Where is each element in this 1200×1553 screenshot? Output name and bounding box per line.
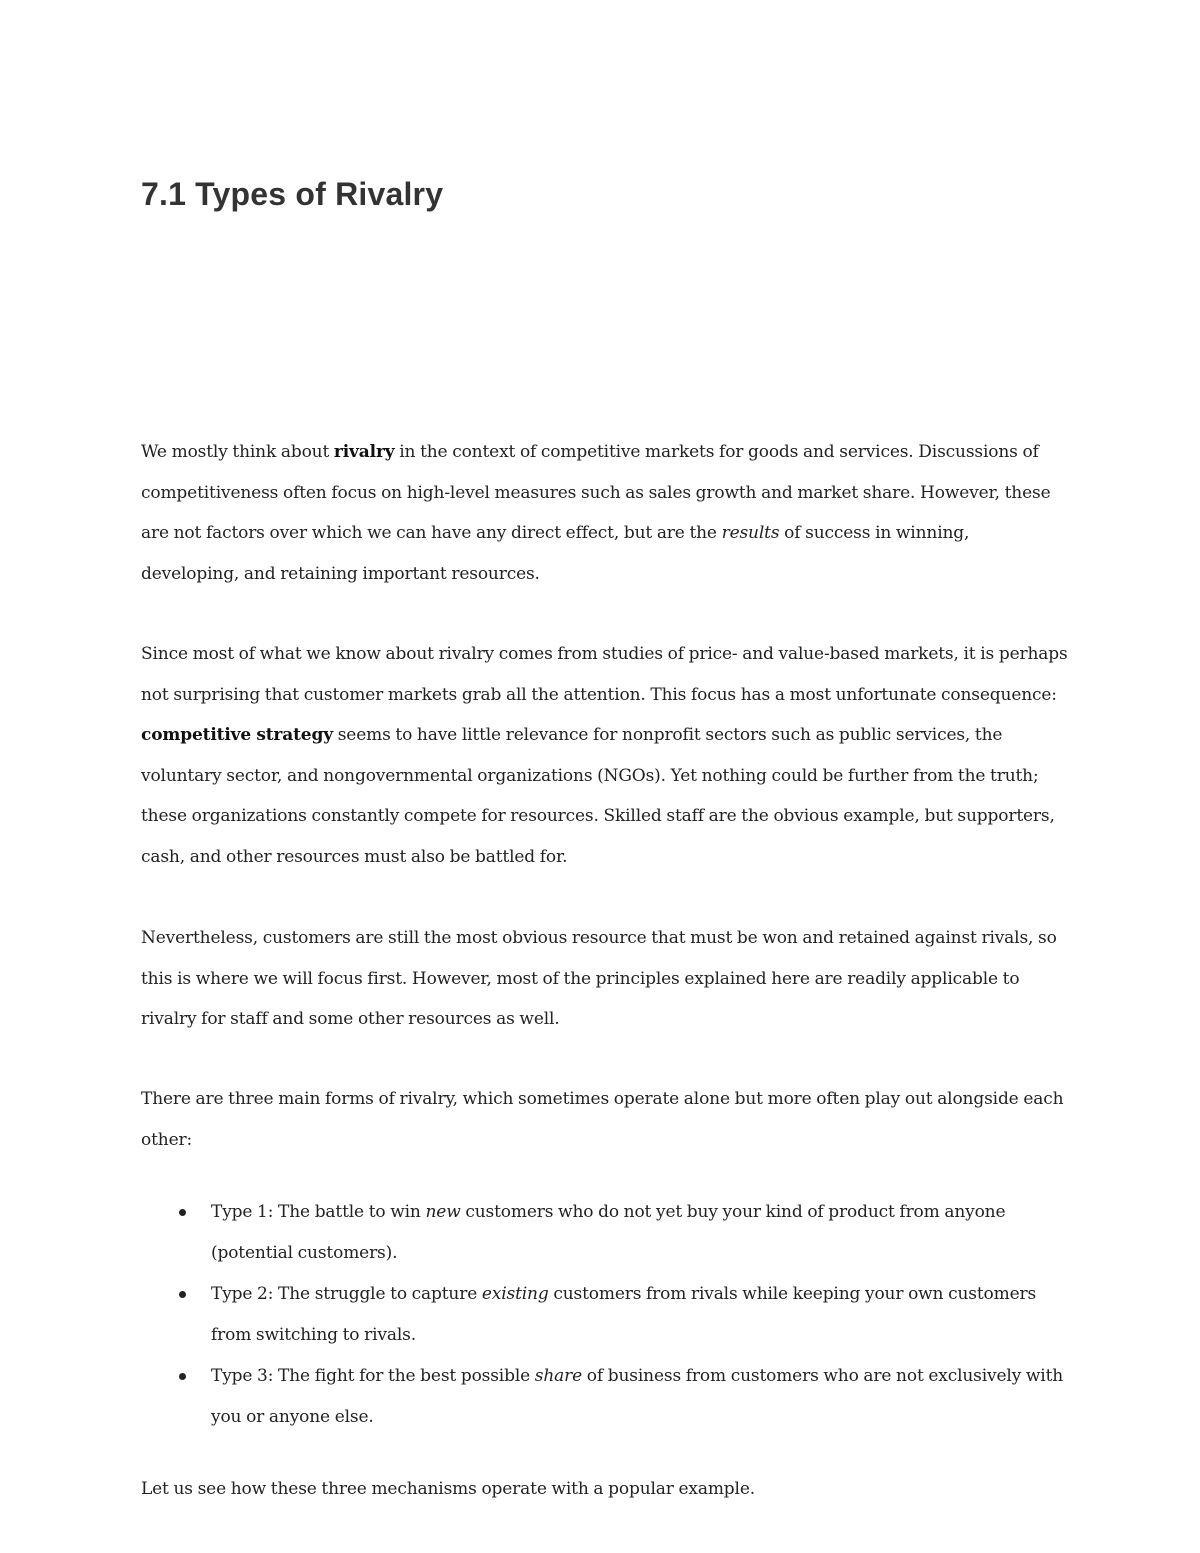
paragraph-customers-focus: Nevertheless, customers are still the most obvious resource that must be won and retained against rivals, so this is where we will focus first. However, most of the principles explained here are readily applicable to rivalry for staff and some other resources as well.	[141, 928, 1057, 1029]
paragraph-three-forms: There are three main forms of rivalry, which sometimes operate alone but more often play out alongside each other:	[141, 1089, 1064, 1150]
list-item-text: of business from customers who are not exclusively with you or anyone else.	[211, 1366, 1064, 1427]
bold-term-rivalry: rivalry	[333, 442, 395, 462]
paragraph-rivalry-intro	[141, 432, 1071, 594]
rivalry-types-list	[141, 1192, 1071, 1438]
paragraph-text: Since most of what we know about rivalry comes from studies of price- and value-based markets, it is perhaps not surprising that customer markets grab all the attention. This focus has a most unfortunate consequence:	[141, 644, 1068, 705]
list-item-text: customers from rivals while keeping your own customers from switching to rivals.	[211, 1284, 1037, 1345]
paragraph-text: in the context of competitive markets for goods and services. Discussions of competitiveness often focus on high-level measures such as sales growth and market share. However, these are not factors over which we can have any direct effect, but are the	[141, 442, 1051, 543]
paragraph-text: seems to have little relevance for nonprofit sectors such as public services, the voluntary sector, and nongovernmental organizations (NGOs). Yet nothing could be further from the truth; these organizations constantly compete for resources. Skilled staff are the obvious example, but supporters, cash, and other resources must also be battled for.	[141, 725, 1055, 867]
paragraph-example-intro: Let us see how these three mechanisms operate with a popular example.	[141, 1479, 755, 1499]
list-item-text: Type 3: The fight for the best possible	[211, 1366, 535, 1386]
list-item	[141, 1192, 1071, 1273]
bold-term-competitive-strategy: competitive strategy	[141, 725, 333, 745]
list-item-text: Type 2: The struggle to capture	[211, 1284, 482, 1304]
list-item	[141, 1356, 1071, 1437]
bullet-icon	[179, 1291, 186, 1298]
bullet-icon	[179, 1209, 186, 1216]
list-item-emphasis: existing	[481, 1284, 549, 1304]
paragraph-text: of success in winning, developing, and retaining important resources.	[141, 523, 970, 584]
italic-term-results: results	[721, 523, 780, 543]
paragraph-nonprofit	[141, 634, 1071, 877]
list-item-emphasis: share	[534, 1366, 583, 1386]
list-item-emphasis: new	[425, 1202, 461, 1222]
list-item-text: customers who do not yet buy your kind of product from anyone (potential customers).	[211, 1202, 1006, 1263]
paragraph-text: We mostly think about	[141, 442, 334, 462]
list-item	[141, 1274, 1071, 1355]
list-item-text: Type 1: The battle to win	[211, 1202, 426, 1222]
section-heading: 7.1 Types of Rivalry	[141, 176, 444, 212]
bullet-icon	[179, 1373, 186, 1380]
